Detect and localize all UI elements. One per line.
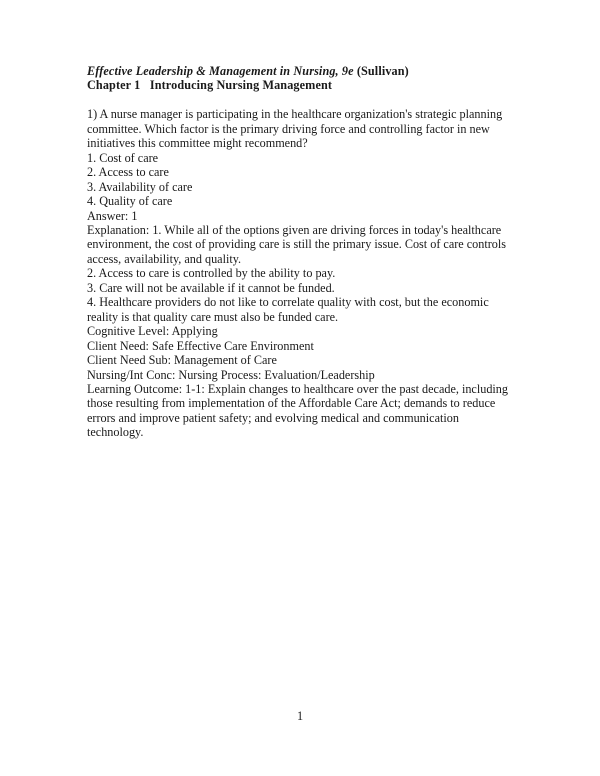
header-body-spacer (87, 93, 515, 107)
metadata-cognitive-level: Cognitive Level: Applying (87, 324, 218, 339)
option-3: 3. Availability of care (87, 179, 193, 194)
explanation-paragraph-2: 2. Access to care is controlled by the ability to pay. (87, 266, 336, 281)
option-4: 4. Quality of care (87, 194, 173, 209)
question-stem: 1) A nurse manager is participating in the healthcare organization's strategic planning committee. Which factor is the primary driving force and controlling factor in new initiatives this committee might recommend? (87, 107, 503, 151)
book-author-paren: (Sullivan) (356, 64, 409, 78)
explanation-paragraph-3: 3. Care will not be available if it cannot be funded. (87, 280, 335, 295)
metadata-client-need: Client Need: Safe Effective Care Environment (87, 338, 314, 353)
option-2: 2. Access to care (87, 165, 169, 180)
answer-line: Answer: 1 (87, 208, 138, 223)
explanation-paragraph-4: 4. Healthcare providers do not like to correlate quality with cost, but the economic reality is that quality care must also be funded care. (87, 295, 489, 324)
book-title-text: Effective Leadership & Management in Nursing, 9e (87, 64, 354, 78)
option-1: 1. Cost of care (87, 150, 159, 165)
page-content (87, 64, 515, 440)
book-title-line (87, 64, 515, 78)
explanation-paragraph-1: Explanation: 1. While all of the options given are driving forces in today's healthcare environment, the cost of providing care is still the primary issue. Cost of care controls access, availability, and quality. (87, 222, 507, 266)
chapter-heading: Chapter 1 Introducing Nursing Management (87, 78, 333, 93)
metadata-nursing-int-conc: Nursing/Int Conc: Nursing Process: Evaluation/Leadership (87, 367, 375, 382)
question-block (87, 107, 515, 439)
metadata-client-need-sub: Client Need Sub: Management of Care (87, 353, 277, 368)
metadata-learning-outcome: Learning Outcome: 1-1: Explain changes to healthcare over the past decade, including those resulting from implementation of the Affordable Care Act; demands to reduce errors and improve patient safety; and evolving medical and communication technology. (87, 381, 508, 440)
page-number-footer: 1 (296, 709, 304, 723)
